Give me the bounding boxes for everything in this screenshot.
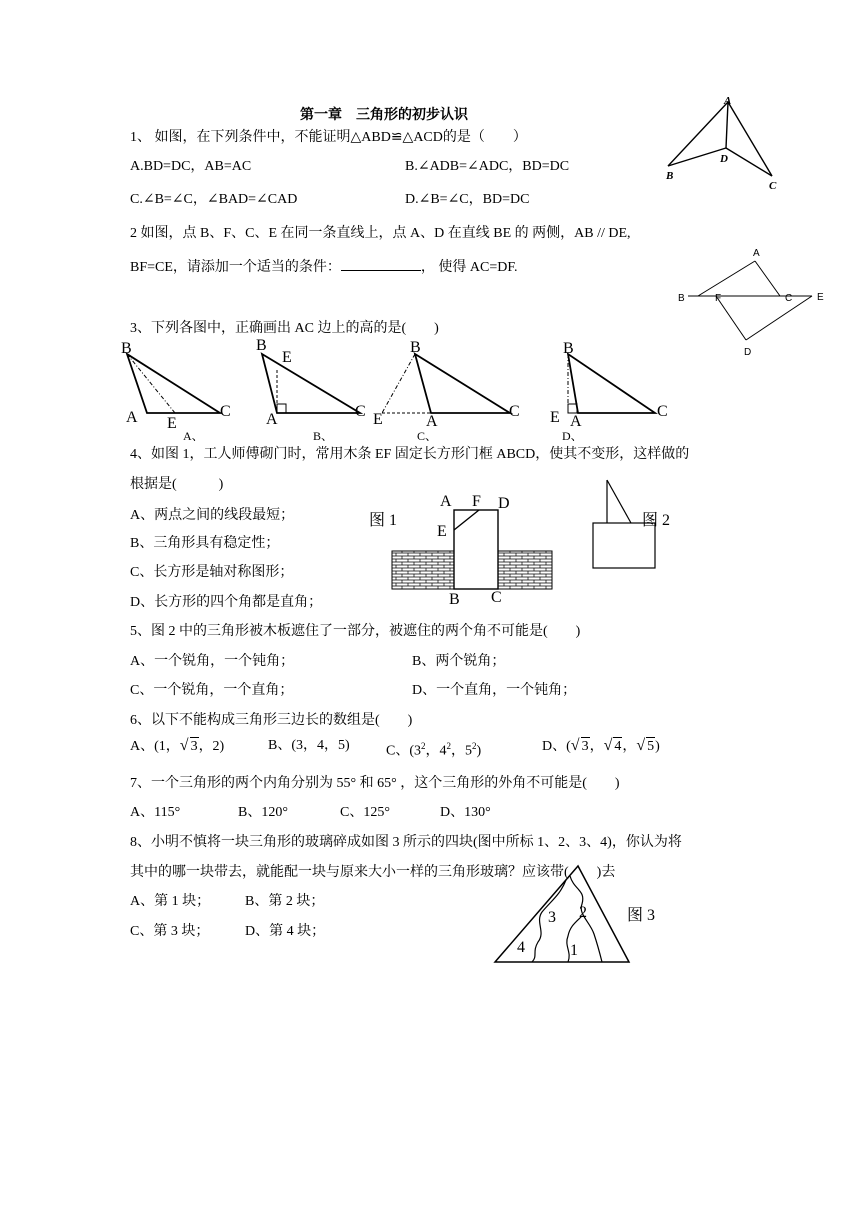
q7-option-a: A、115° (130, 805, 181, 820)
q2-line2-suffix: ， 使得 AC=DF. (420, 260, 518, 275)
q3c-label-e: E (373, 411, 383, 428)
q3d-label-c: C (657, 403, 668, 420)
q2-line1: 2 如图，点 B、F、C、E 在同一条直线上，点 A、D 在直线 BE 的 两侧，AB // DE, (130, 226, 631, 241)
q6-c-prefix: C、( (386, 743, 414, 759)
q6-c-base1: 3 (414, 743, 421, 759)
q8-line2: 其中的哪一块带去，就能配一块与原来大小一样的三角形玻璃？应该带( )去 (130, 865, 616, 880)
q3d-label-e: E (550, 409, 560, 426)
q6-d-prefix: D、( (542, 739, 571, 754)
q3c-label-a: A (426, 413, 438, 430)
q8-option-b: B、第 2 块； (245, 894, 325, 909)
q7-option-d: D、130° (440, 805, 491, 820)
q8-option-a: A、第 1 块； (130, 894, 211, 909)
q1-stem: 1、 如图，在下列条件中，不能证明△ABD≌△ACD的是（ ） (130, 130, 527, 145)
q6-option-b: B、(3，4，5) (268, 738, 350, 753)
q4-option-c: C、长方形是轴对称图形； (130, 565, 294, 580)
q2-answer-blank[interactable] (341, 258, 421, 271)
q2-label-d: D (744, 347, 752, 358)
q5-stem: 5、图 2 中的三角形被木板遮住了一部分，被遮住的两个角不可能是( ) (130, 624, 581, 639)
q3-option-a: A、 (183, 429, 204, 443)
q8-line1: 8、小明不慎将一块三角形的玻璃碎成如图 3 所示的四块(图中所标 1、2、3、4)，你认为将 (130, 835, 682, 850)
sqrt-symbol: √ 5 (636, 737, 655, 754)
q4-fig2-caption: 图 2 (642, 512, 671, 529)
q3a-label-e: E (167, 415, 177, 432)
q8-piece-2: 2 (579, 904, 587, 921)
q8-piece-4: 4 (517, 939, 525, 956)
q4-label-c: C (491, 589, 502, 606)
sqrt-symbol: √ 4 (603, 737, 622, 754)
q4-line1: 4、如图 1，工人师傅砌门时，常用木条 EF 固定长方形门框 ABCD，使其不变形，这样做的 (130, 447, 690, 462)
q5-option-c: C、一个锐角，一个直角； (130, 683, 294, 698)
q3-option-b: B、 (313, 429, 334, 443)
q2-label-f: F (715, 293, 722, 304)
q6-c-base2: 4 (439, 743, 447, 759)
q1-label-c: C (769, 180, 777, 192)
q1-label-d: D (720, 153, 728, 165)
q6-d-radicand2: 4 (614, 739, 622, 754)
q2-line2 (130, 258, 518, 277)
sqrt-symbol: √ 3 (570, 737, 589, 754)
q1-option-d: D.∠B=∠C，BD=DC (405, 192, 530, 207)
q6-c-exp1: 2 (421, 741, 426, 751)
q6-option-a (130, 737, 224, 756)
q3b-label-b: B (256, 337, 267, 354)
q4-figure1 (390, 505, 555, 600)
q8-piece-3: 3 (548, 909, 556, 926)
q2-label-b: B (678, 293, 685, 304)
q4-label-a: A (440, 493, 452, 510)
q3c-label-c: C (509, 403, 520, 420)
q1-option-a: A.BD=DC，AB=AC (130, 159, 252, 174)
q3b-label-c: C (355, 403, 366, 420)
q7-option-c: C、125° (340, 805, 390, 820)
q3-option-d: D、 (562, 429, 583, 443)
q4-line2: 根据是( ) (130, 477, 224, 492)
q4-fig1-caption: 图 1 (369, 512, 398, 529)
q3c-label-b: B (410, 339, 421, 356)
q6-option-d: D、(√ 3，√ 4，√ 5) (542, 737, 660, 754)
q3-option-c: C、 (417, 429, 438, 443)
q8-option-c: C、第 3 块； (130, 924, 210, 939)
q1-label-b: B (666, 170, 674, 182)
q3-figures (115, 337, 685, 440)
q4-option-a: A、两点之间的线段最短； (130, 508, 295, 523)
sqrt-symbol: √ 3 (179, 737, 198, 754)
page-title: 第一章 三角形的初步认识 (300, 108, 468, 123)
q6-a-prefix: A、(1， (130, 739, 180, 754)
q3d-label-a: A (570, 413, 582, 430)
q6-d-radicand3: 5 (647, 739, 655, 754)
q6-c-base3: 5 (465, 743, 472, 759)
q6-stem: 6、以下不能构成三角形三边长的数组是( ) (130, 713, 413, 728)
q6-option-c: C、($3^2$，$4^2$，$5^2$) (386, 741, 482, 759)
q1-label-a: A (724, 95, 732, 107)
q2-label-e: E (817, 292, 824, 303)
q6-c-exp2: 2 (446, 741, 451, 751)
q4-label-e: E (437, 523, 447, 540)
q3a-label-b: B (121, 340, 132, 357)
q4-option-d: D、长方形的四个角都是直角； (130, 595, 323, 610)
q3-stem: 3、下列各图中，正确画出 AC 边上的高的是( ) (130, 321, 439, 336)
q3b-label-a: A (266, 411, 278, 428)
q6-a-suffix: ，2) (198, 739, 225, 754)
q3a-label-a: A (126, 409, 138, 426)
q4-option-b: B、三角形具有稳定性； (130, 536, 280, 551)
q5-option-a: A、一个锐角，一个钝角； (130, 654, 295, 669)
q6-c-suffix: ) (476, 743, 482, 759)
q3a-label-c: C (220, 403, 231, 420)
q6-d-suffix: ) (655, 739, 660, 754)
q3d-label-b: B (563, 340, 574, 357)
q7-option-b: B、120° (238, 805, 288, 820)
q1-option-c: C.∠B=∠C，∠BAD=∠CAD (130, 192, 298, 207)
q7-stem: 7、一个三角形的两个内角分别为 55° 和 65° ，这个三角形的外角不可能是( ) (130, 776, 620, 791)
q4-label-b: B (449, 591, 460, 608)
q8-option-d: D、第 4 块； (245, 924, 326, 939)
q6-c-exp3: 2 (472, 741, 477, 751)
q4-label-f: F (472, 493, 481, 510)
q5-option-d: D、一个直角，一个钝角； (412, 683, 577, 698)
q6-d-radicand1: 3 (581, 739, 589, 754)
q2-line2-prefix: BF=CE，请添加一个适当的条件： (130, 260, 341, 275)
q8-figure3 (490, 860, 635, 970)
q4-label-d: D (498, 495, 510, 512)
q5-option-b: B、两个锐角； (412, 654, 506, 669)
q2-label-c: C (785, 293, 793, 304)
q8-fig3-caption: 图 3 (627, 907, 656, 924)
q2-figure (680, 245, 825, 365)
q1-option-b: B.∠ADB=∠ADC，BD=DC (405, 159, 570, 174)
q8-piece-1: 1 (570, 942, 578, 959)
q2-label-a: A (753, 248, 760, 259)
q3b-label-e: E (282, 349, 292, 366)
q6-a-radicand: 3 (190, 739, 198, 754)
